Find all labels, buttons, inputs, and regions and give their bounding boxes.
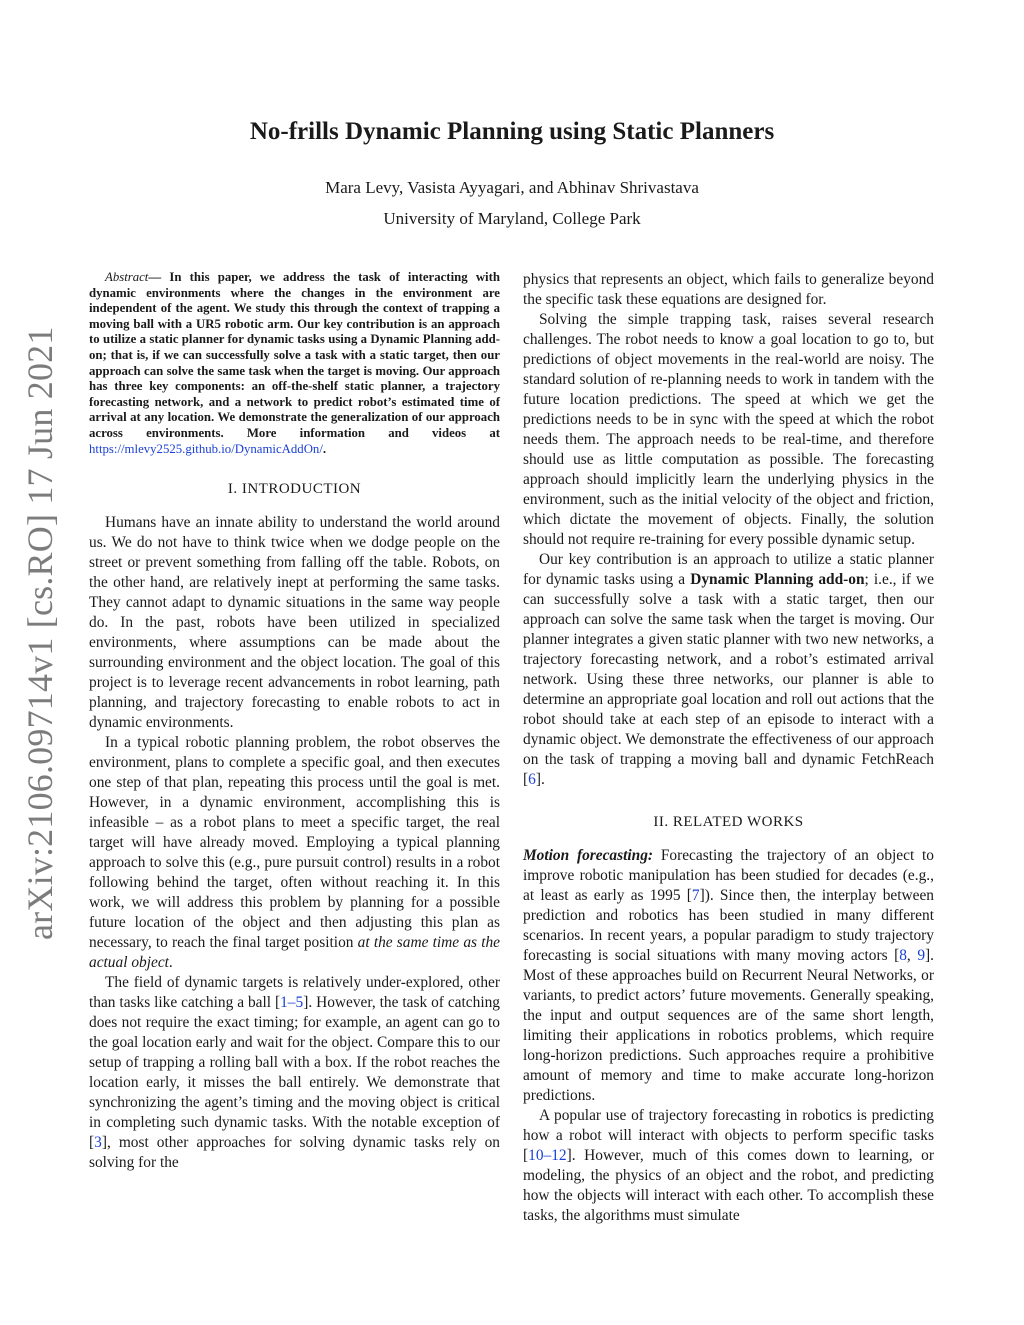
section-heading-related-works: II. RELATED WORKS	[653, 814, 804, 830]
contribution-text-b: ; i.e., if we can successfully solve a task with a static target, then our approach can solve the same task when the target is moving. Our planner integrates a given static planner with two new networks, a trajectory forecasting network, and a robot’s estimated arrival network. Using these three networks, our planner is able to determine an appropriate goal location and roll out actions that the robot should take at each step of an episode to interact with a dynamic object. We demonstrate the effectiveness of our approach on the task of trapping a moving ball and dynamic FetchReach [	[523, 571, 934, 788]
citation-link[interactable]: 6	[528, 771, 536, 788]
abstract-body: In this paper, we address the task of interacting with dynamic environments where the changes in the environment are independent of the agent. We study this through the context of trapping a moving ball with a UR5 robotic arm. Our key contribution is an approach to utilize a static planner for dynamic tasks using a Dynamic Planning add-on; that is, if we can successfully solve a task with a static target, then our approach can solve the same task when the target is moving. Our approach has three key components: an off-the-shelf static planner, a trajectory forecasting network, and a network to predict robot’s estimated time of arrival at any location. We demonstrate the generalization of our approach across environments. More information and videos at	[89, 270, 500, 440]
right-paragraph-continuation: physics that represents an object, which fails to generalize beyond the specific task these equations are designed for.	[523, 271, 934, 308]
citation-link[interactable]: 10–12	[528, 1147, 567, 1164]
abstract-dash: —	[148, 270, 170, 284]
intro-p3-text-a: The field of dynamic targets is relatively under-explored, other than tasks like catching a ball [	[89, 974, 500, 1012]
right-column	[523, 270, 934, 1226]
paper-affiliation: University of Maryland, College Park	[383, 209, 641, 228]
right-paragraph-challenges: Solving the simple trapping task, raises several research challenges. The robot needs to know a goal location to go to, but predictions of object movements in the real-world are noisy. The standard solution of re-planning needs to work in tandem with the future location predictions. The speed at which we get the predictions needs to be in sync with the speed at which the robot needs them. The approach needs to be real-time, and therefore should use as little computation as possible. The forecasting approach should implicitly learn the underlying physics in the environment, such as the initial velocity of the object and friction, which dictate the movement of objects. Finally, the solution should not require re-training for every possible dynamic setup.	[523, 311, 934, 548]
intro-paragraph-3	[89, 973, 500, 1173]
related-p3-text-b: ]). Since then, the interplay between prediction and robotics has been studied in many different scenarios. In recent years, a popular paradigm to study trajectory forecasting is social situations with many moving actors [	[523, 887, 935, 964]
intro-p3-text-b: ]. However, the task of catching does not require the exact timing; for example, an agent can go to the goal location early and wait for the object. Compare this to our setup of trapping a rolling ball with a box. If the robot reaches the location early, it misses the ball entirely. We demonstrate that synchronizing the agent’s timing and the moving object is critical in completing such dynamic tasks. With the notable exception of [	[89, 994, 500, 1152]
related-p4-text-b: ]. However, much of this comes down to learning, or modeling, the physics of an object and the robot, and predicting how the objects will interact with each other. To accomplish these tasks, the algorithms must simulate	[523, 1147, 934, 1224]
citation-link[interactable]: 3	[94, 1134, 102, 1152]
right-paragraph-contribution	[523, 550, 934, 790]
citation-separator: ,	[906, 947, 918, 964]
paper-authors: Mara Levy, Vasista Ayyagari, and Abhinav Shrivastava	[325, 178, 699, 197]
contribution-text-c: ].	[535, 771, 545, 788]
citation-link[interactable]: 7	[691, 887, 700, 904]
intro-p3-text-c: ], most other approaches for solving dynamic tasks rely on solving for the	[89, 1134, 500, 1172]
project-link[interactable]: https://mlevy2525.github.io/DynamicAddOn/	[89, 441, 323, 456]
contribution-text-a: Our key contribution is an approach to utilize a static planner for dynamic tasks using a	[523, 551, 934, 588]
left-column	[89, 270, 500, 1173]
paper-title: No-frills Dynamic Planning using Static Planners	[249, 118, 775, 145]
abstract-end: .	[322, 441, 327, 456]
related-paragraph-robotics	[523, 1106, 934, 1226]
abstract-label: Abstract	[105, 270, 149, 284]
intro-paragraph-1: Humans have an innate ability to understand the world around us. We do not have to think twice when we dodge people on the street or prevent something from falling off the table. Robots, on the other hand, are relatively inept at performing the same tasks. They cannot adapt to dynamic situations in the same way people do. In the past, robots have been utilized in specialized environments, where assumptions can be made about the surrounding environment and the object location. The goal of this project is to leverage recent advancements in robot learning, path planning, and trajectory forecasting to enable robots to act in dynamic environments.	[89, 514, 500, 732]
arxiv-identifier: arXiv:2106.09714v1 [cs.RO] 17 Jun 2021	[20, 326, 60, 940]
intro-p2-emphasis: at the same time as the actual object	[89, 934, 500, 972]
section-heading-introduction: I. INTRODUCTION	[227, 481, 362, 498]
related-paragraph-motion-forecasting	[523, 846, 934, 1106]
related-p3-text-c: ]. Most of these approaches build on Recurrent Neural Networks, or variants, to predict actors’ future movements. Generally speaking, the input and output sequences are of the same short length, limiting their applications in robotics problems, which require long-horizon predictions. Such approaches require a prohibitive amount of memory and time to make accurate long-horizon predictions.	[523, 947, 934, 1104]
motion-forecasting-heading: Motion forecasting:	[523, 847, 654, 864]
intro-p2-end: .	[168, 954, 173, 972]
citation-link[interactable]: 8	[899, 947, 907, 964]
arxiv-stamp	[10, 326, 70, 940]
contribution-bold: Dynamic Planning add-on	[690, 571, 865, 588]
intro-paragraph-2	[89, 733, 500, 973]
related-p4-text-a: A popular use of trajectory forecasting in robotics is predicting how a robot will interact with objects to perform specific tasks [	[523, 1107, 934, 1164]
abstract	[89, 270, 500, 457]
intro-p2-text: In a typical robotic planning problem, the robot observes the environment, plans to complete a specific goal, and then executes one step of that plan, repeating this process until the goal is met. However, in a dynamic environment, accomplishing this is infeasible – as a robot plans to meet a specific target, the real target will have already moved. Employing a typical planning approach to solve this (e.g., pure pursuit control) results in a robot following behind the target, often without reaching it. In this work, we will address this problem by planning for a possible future location of the object and then adjusting this plan as necessary, to reach the final target position	[89, 734, 500, 952]
citation-link[interactable]: 1–5	[280, 994, 304, 1012]
related-p3-text-a: Forecasting the trajectory of an object to improve robotic manipulation has been studied for decades (e.g., at least as early as 1995 [	[523, 847, 934, 904]
citation-link[interactable]: 9	[917, 947, 926, 964]
